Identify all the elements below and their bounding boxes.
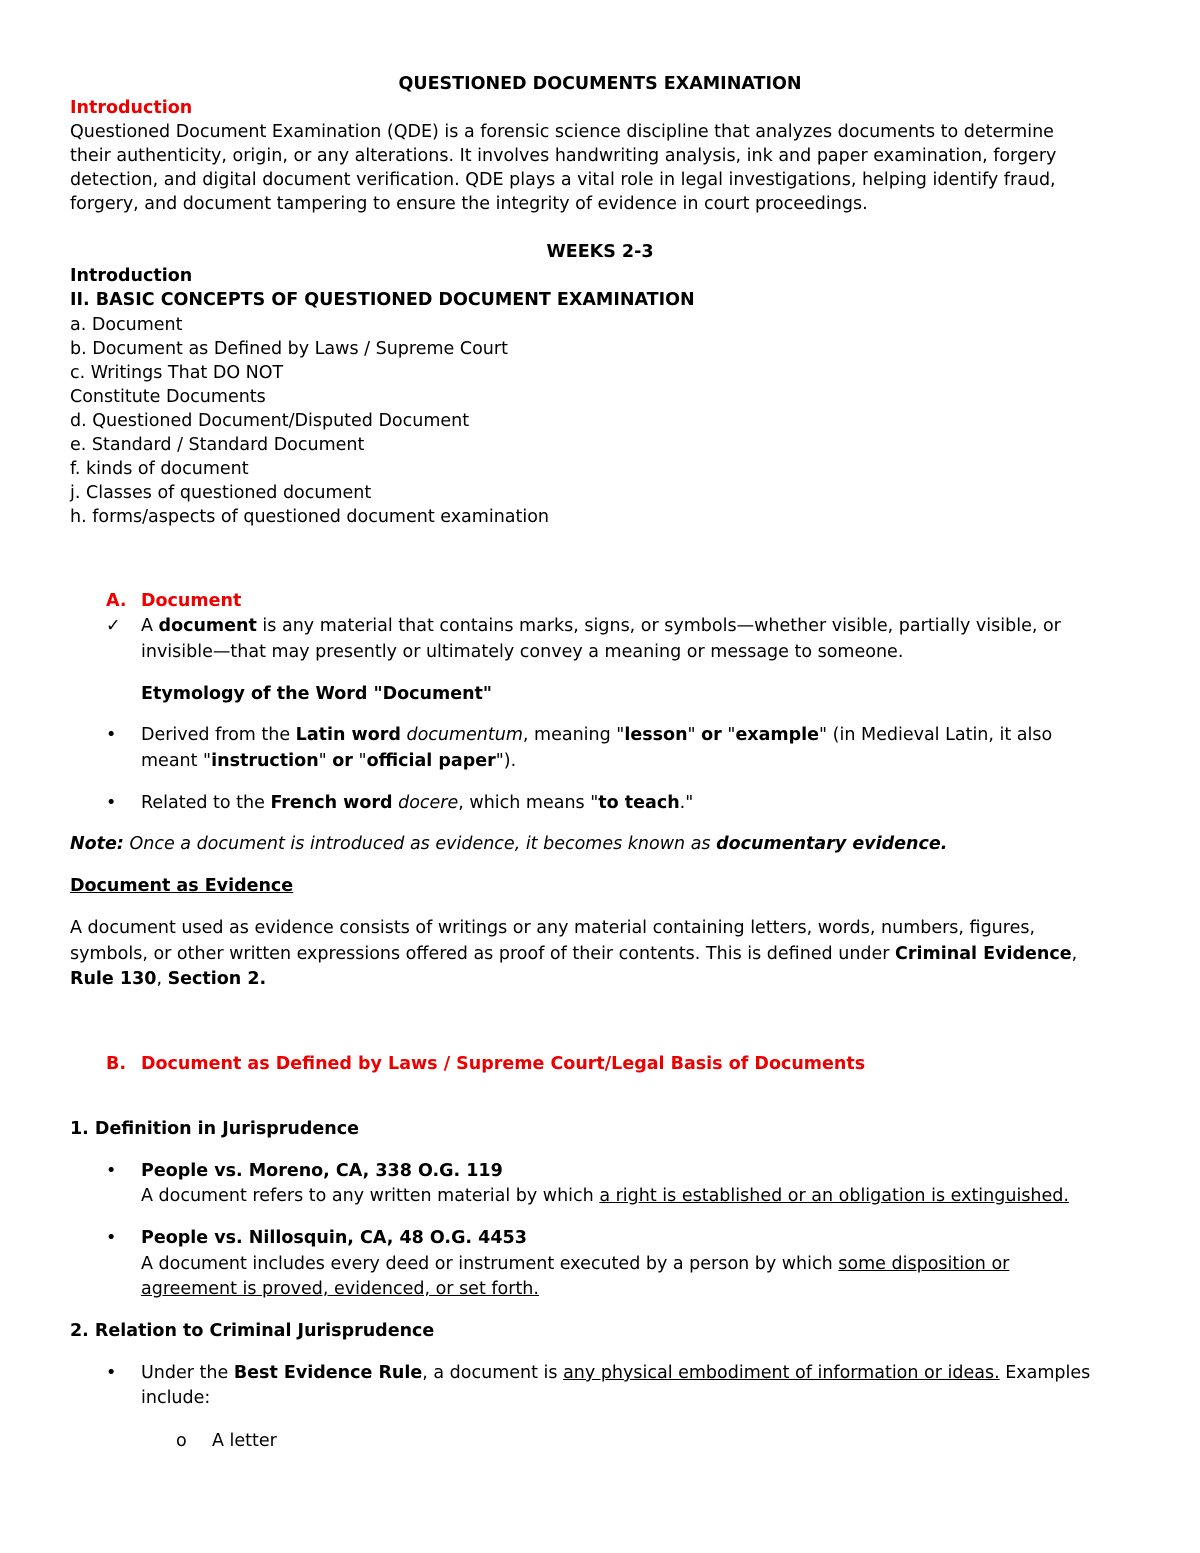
sub-bullet-icon: o bbox=[176, 1431, 187, 1451]
outline-item: c. Writings That DO NOT bbox=[70, 363, 284, 383]
outline-item: Constitute Documents bbox=[70, 387, 266, 407]
bullet-icon: • bbox=[106, 1161, 117, 1181]
bullet-icon: • bbox=[106, 725, 117, 745]
etymology-bullet-1-line-1: Derived from the Latin word documentum, meaning "lesson" or "example" (in Medieval Latin, it also bbox=[141, 725, 1053, 745]
intro-line-3: detection, and digital document verification. QDE plays a vital role in legal investigations, helping identify fraud, bbox=[70, 170, 1056, 190]
section-b-heading: Document as Defined by Laws / Supreme Court/Legal Basis of Documents bbox=[141, 1054, 866, 1074]
outline-item: d. Questioned Document/Disputed Document bbox=[70, 411, 470, 431]
case-1-text: A document refers to any written material by which a right is established or an obligation is extinguished. bbox=[141, 1186, 1069, 1206]
etymology-heading: Etymology of the Word "Document" bbox=[141, 684, 493, 704]
bullet-icon: • bbox=[106, 793, 117, 813]
best-evidence-line-1: Under the Best Evidence Rule, a document is any physical embodiment of information or ideas. Examples bbox=[141, 1363, 1091, 1383]
intro-line-4: forgery, and document tampering to ensure the integrity of evidence in court proceedings. bbox=[70, 194, 868, 214]
case-1-title: People vs. Moreno, CA, 338 O.G. 119 bbox=[141, 1161, 503, 1181]
intro-line-1: Questioned Document Examination (QDE) is a forensic science discipline that analyzes documents to determine bbox=[70, 122, 1054, 142]
outline-item: b. Document as Defined by Laws / Supreme Court bbox=[70, 339, 508, 359]
evidence-line-1: A document used as evidence consists of writings or any material containing letters, words, numbers, figures, bbox=[70, 918, 1036, 938]
case-2-title: People vs. Nillosquin, CA, 48 O.G. 4453 bbox=[141, 1228, 527, 1248]
definition-line-2: invisible—that may presently or ultimately convey a meaning or message to someone. bbox=[141, 642, 904, 662]
bullet-icon: • bbox=[106, 1363, 117, 1383]
section-title: II. BASIC CONCEPTS OF QUESTIONED DOCUMENT EXAMINATION bbox=[70, 290, 695, 310]
intro-line-2: their authenticity, origin, or any alterations. It involves handwriting analysis, ink and paper examination, forgery bbox=[70, 146, 1057, 166]
outline-item: e. Standard / Standard Document bbox=[70, 435, 365, 455]
outline-item: f. kinds of document bbox=[70, 459, 249, 479]
subsection-1-heading: 1. Definition in Jurisprudence bbox=[70, 1119, 359, 1139]
definition-line-1: A document is any material that contains marks, signs, or symbols—whether visible, partially visible, or bbox=[141, 616, 1061, 636]
outline-item: j. Classes of questioned document bbox=[70, 483, 372, 503]
weeks-label: WEEKS 2-3 bbox=[546, 242, 654, 262]
case-2-text-line-2: agreement is proved, evidenced, or set forth. bbox=[141, 1279, 539, 1299]
etymology-bullet-1-line-2: meant "instruction" or "official paper"). bbox=[141, 751, 517, 771]
section-b-letter: B. bbox=[106, 1054, 126, 1074]
page-title: QUESTIONED DOCUMENTS EXAMINATION bbox=[398, 74, 802, 94]
evidence-line-3: Rule 130, Section 2. bbox=[70, 969, 267, 989]
case-2-text-line-1: A document includes every deed or instrument executed by a person by which some disposition or bbox=[141, 1254, 1010, 1274]
note-line: Note: Once a document is introduced as evidence, it becomes known as documentary evidence. bbox=[70, 834, 948, 854]
evidence-line-2: symbols, or other written expressions offered as proof of their contents. This is defined under Criminal Evidence, bbox=[70, 944, 1078, 964]
section-a-heading: Document bbox=[141, 591, 242, 611]
subsection-2-heading: 2. Relation to Criminal Jurisprudence bbox=[70, 1321, 435, 1341]
etymology-bullet-2: Related to the French word docere, which means "to teach." bbox=[141, 793, 694, 813]
section-a-letter: A. bbox=[106, 591, 127, 611]
evidence-heading: Document as Evidence bbox=[70, 876, 294, 896]
intro-heading: Introduction bbox=[70, 98, 193, 118]
best-evidence-line-2: include: bbox=[141, 1388, 211, 1408]
example-item: A letter bbox=[212, 1431, 277, 1451]
weeks-intro-label: Introduction bbox=[70, 266, 193, 286]
outline-item: a. Document bbox=[70, 315, 183, 335]
bullet-icon: • bbox=[106, 1228, 117, 1248]
outline-item: h. forms/aspects of questioned document examination bbox=[70, 507, 550, 527]
check-mark-icon: ✓ bbox=[106, 616, 121, 636]
